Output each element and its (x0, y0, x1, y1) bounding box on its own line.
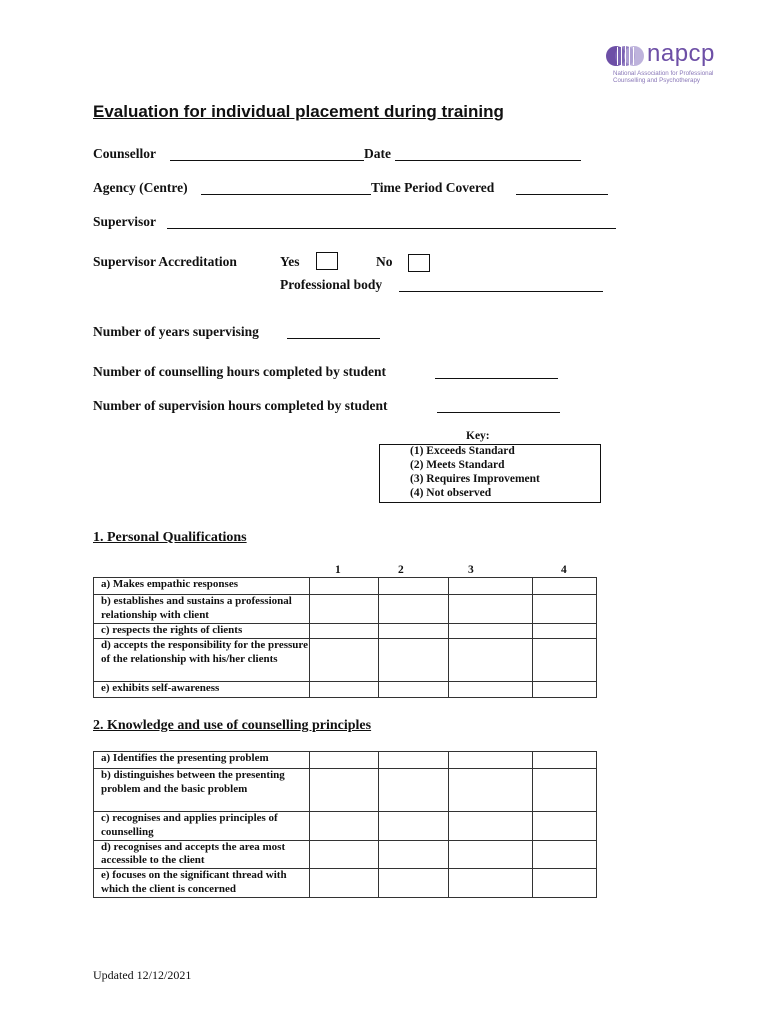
section2-table (93, 751, 597, 898)
criterion-label: c) recognises and applies principles of counselling (94, 812, 310, 841)
criterion-label: d) accepts the responsibility for the pressure of the relationship with his/her clients (94, 639, 310, 682)
no-label: No (376, 254, 393, 269)
criterion-label: e) focuses on the significant thread with which the client is concerned (94, 869, 310, 898)
rating-cell[interactable] (533, 812, 597, 841)
rating-cell[interactable] (533, 624, 597, 639)
rating-cell[interactable] (379, 769, 449, 812)
criterion-label: a) Identifies the presenting problem (94, 752, 310, 769)
rating-cell[interactable] (533, 639, 597, 682)
rating-cell[interactable] (533, 769, 597, 812)
criterion-label: e) exhibits self-awareness (94, 682, 310, 698)
rating-cell[interactable] (449, 595, 533, 624)
rating-cell[interactable] (309, 624, 379, 639)
page-title: Evaluation for individual placement during training (93, 102, 504, 121)
criterion-label: a) Makes empathic responses (94, 578, 310, 595)
napcp-logo (605, 42, 735, 84)
rating-cell[interactable] (379, 840, 449, 869)
section1-title: 1. Personal Qualifications (93, 530, 247, 545)
updated-date: Updated 12/12/2021 (93, 968, 192, 982)
criterion-label: b) establishes and sustains a professional relationship with client (94, 595, 310, 624)
key-title: Key: (466, 430, 490, 442)
rating-cell[interactable] (309, 840, 379, 869)
rating-cell[interactable] (379, 869, 449, 898)
rating-cell[interactable] (309, 682, 379, 698)
table-row (94, 624, 597, 639)
years-supervising-label: Number of years supervising (93, 324, 259, 339)
rating-cell[interactable] (533, 752, 597, 769)
rating-cell[interactable] (449, 769, 533, 812)
supervision-hours-label: Number of supervision hours completed by student (93, 398, 388, 413)
rating-cell[interactable] (379, 639, 449, 682)
rating-cell[interactable] (449, 639, 533, 682)
rating-cell[interactable] (379, 595, 449, 624)
key-item: (1) Exceeds Standard (410, 445, 515, 457)
rating-cell[interactable] (449, 578, 533, 595)
rating-column-header-1: 1 (335, 564, 341, 576)
counselling-hours-field[interactable] (435, 378, 558, 379)
rating-cell[interactable] (309, 595, 379, 624)
rating-cell[interactable] (379, 624, 449, 639)
rating-column-header-4: 4 (561, 564, 567, 576)
accreditation-label: Supervisor Accreditation (93, 254, 237, 269)
rating-cell[interactable] (309, 812, 379, 841)
rating-cell[interactable] (379, 812, 449, 841)
criterion-label: d) recognises and accepts the area most accessible to the client (94, 840, 310, 869)
agency-field[interactable] (201, 194, 371, 195)
counsellor-field[interactable] (170, 160, 364, 161)
rating-cell[interactable] (533, 869, 597, 898)
table-row (94, 682, 597, 698)
rating-cell[interactable] (533, 840, 597, 869)
professional-body-label: Professional body (280, 277, 383, 292)
table-row (94, 812, 597, 841)
rating-cell[interactable] (449, 624, 533, 639)
table-row (94, 639, 597, 682)
no-checkbox[interactable] (408, 254, 430, 272)
section2-title: 2. Knowledge and use of counselling principles (93, 718, 372, 733)
rating-cell[interactable] (449, 812, 533, 841)
rating-cell[interactable] (449, 840, 533, 869)
time-period-label: Time Period Covered (371, 180, 495, 195)
rating-cell[interactable] (309, 639, 379, 682)
rating-cell[interactable] (533, 682, 597, 698)
rating-cell[interactable] (449, 682, 533, 698)
logo-tagline: National Association for Professional Counselling and Psychotherapy (613, 70, 714, 84)
counselling-hours-label: Number of counselling hours completed by student (93, 364, 387, 379)
rating-column-header-3: 3 (468, 564, 474, 576)
criterion-label: b) distinguishes between the presenting problem and the basic problem (94, 769, 310, 812)
rating-cell[interactable] (309, 869, 379, 898)
rating-cell[interactable] (309, 752, 379, 769)
rating-cell[interactable] (309, 769, 379, 812)
rating-cell[interactable] (533, 595, 597, 624)
table-row (94, 840, 597, 869)
counsellor-label: Counsellor (93, 146, 157, 161)
yes-checkbox[interactable] (316, 252, 338, 270)
logo-wordmark: napcp (647, 40, 715, 67)
table-row (94, 869, 597, 898)
supervision-hours-field[interactable] (437, 412, 560, 413)
supervisor-field[interactable] (167, 228, 616, 229)
key-item: (2) Meets Standard (410, 459, 505, 471)
rating-cell[interactable] (533, 578, 597, 595)
key-item: (3) Requires Improvement (410, 473, 540, 485)
date-field[interactable] (395, 160, 581, 161)
criterion-label: c) respects the rights of clients (94, 624, 310, 639)
table-row (94, 595, 597, 624)
date-label: Date (364, 146, 391, 161)
rating-cell[interactable] (449, 752, 533, 769)
years-supervising-field[interactable] (287, 338, 380, 339)
time-period-field[interactable] (516, 194, 608, 195)
rating-cell[interactable] (379, 578, 449, 595)
key-item: (4) Not observed (410, 487, 492, 499)
rating-cell[interactable] (449, 869, 533, 898)
table-row (94, 578, 597, 595)
table-row (94, 769, 597, 812)
agency-label: Agency (Centre) (93, 180, 188, 195)
rating-column-header-2: 2 (398, 564, 404, 576)
rating-cell[interactable] (379, 752, 449, 769)
section1-table (93, 577, 597, 698)
logo-circles-icon (605, 44, 645, 68)
supervisor-label: Supervisor (93, 214, 157, 229)
table-row (94, 752, 597, 769)
yes-label: Yes (280, 254, 300, 269)
rating-cell[interactable] (309, 578, 379, 595)
professional-body-field[interactable] (399, 291, 603, 292)
rating-cell[interactable] (379, 682, 449, 698)
